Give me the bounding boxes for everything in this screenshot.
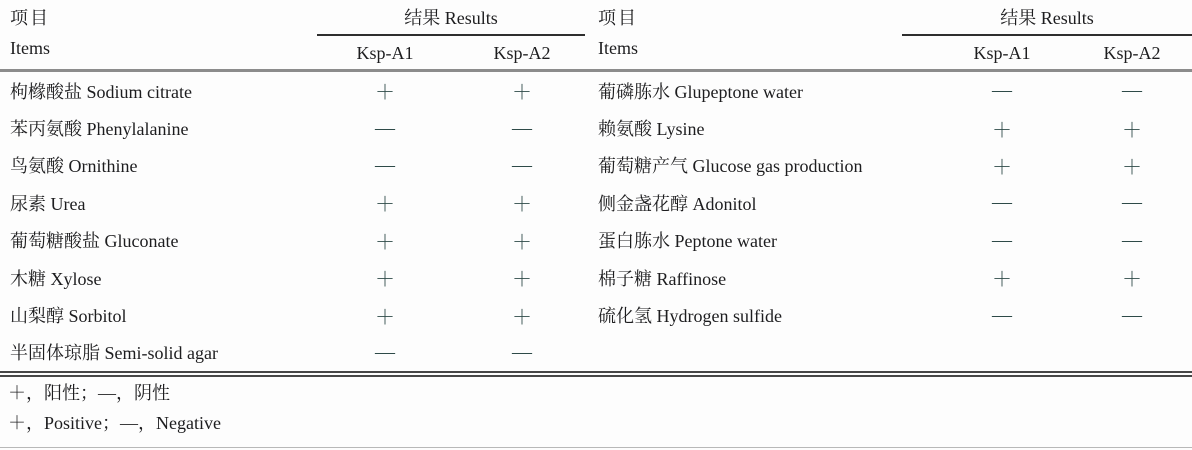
items-header-zh: 项目 (10, 8, 50, 28)
item-label: 鸟氨酸 Ornithine (10, 156, 138, 177)
table-bottom-rule (0, 371, 1192, 377)
result-ksp-a2: ＋ (1122, 156, 1142, 179)
item-label: 赖氨酸 Lysine (598, 119, 705, 140)
item-label: 木糖 Xylose (10, 268, 102, 289)
item-label: 蛋白胨水 Peptone water (598, 231, 777, 252)
page-bottom-rule (0, 447, 1192, 448)
column-header-ksp-a2: Ksp-A2 (1103, 43, 1161, 63)
column-header-ksp-a1: Ksp-A1 (973, 43, 1031, 63)
legend-line-en: ＋，Positive；—，Negative (8, 412, 221, 433)
result-ksp-a1: — (375, 153, 395, 176)
column-header-ksp-a2: Ksp-A2 (493, 43, 551, 63)
item-label: 尿素 Urea (10, 193, 86, 214)
result-ksp-a2: — (512, 116, 532, 139)
table-row (592, 296, 1192, 333)
table-row (592, 259, 1192, 296)
result-ksp-a1: ＋ (992, 156, 1012, 179)
table-row (592, 147, 1192, 184)
table-row (592, 222, 1192, 259)
item-label: 枸橼酸盐 Sodium citrate (10, 81, 192, 102)
result-ksp-a1: — (992, 191, 1012, 214)
table-row (0, 334, 592, 371)
table-right-half (592, 0, 1192, 450)
result-ksp-a1: ＋ (375, 194, 395, 217)
result-ksp-a2: ＋ (512, 231, 532, 254)
result-ksp-a2: ＋ (512, 194, 532, 217)
result-ksp-a1: ＋ (375, 82, 395, 105)
legend-line-zh: ＋，阳性；—，阴性 (8, 383, 170, 403)
table-row (0, 72, 592, 109)
items-header-en: Items (10, 38, 50, 58)
results-header: 结果 Results (902, 2, 1192, 36)
result-ksp-a2: — (1122, 191, 1142, 214)
table-row (0, 147, 592, 184)
result-ksp-a1: — (375, 340, 395, 363)
result-ksp-a2: — (1122, 79, 1142, 102)
table-row (0, 184, 592, 221)
column-headers (0, 38, 592, 69)
table-row (592, 184, 1192, 221)
result-ksp-a2: — (1122, 228, 1142, 251)
result-ksp-a1: ＋ (992, 269, 1012, 292)
table-row (592, 72, 1192, 109)
result-ksp-a1: ＋ (375, 269, 395, 292)
result-ksp-a2: — (512, 153, 532, 176)
table-row (0, 259, 592, 296)
result-ksp-a1: — (992, 228, 1012, 251)
items-header-zh: 项目 (598, 8, 638, 28)
result-ksp-a1: ＋ (992, 119, 1012, 142)
item-label: 侧金盏花醇 Adonitol (598, 193, 757, 214)
item-label: 棉子糖 Raffinose (598, 268, 727, 289)
legend (8, 379, 221, 438)
result-ksp-a2: — (512, 340, 532, 363)
result-ksp-a2: ＋ (512, 306, 532, 329)
item-label: 硫化氢 Hydrogen sulfide (598, 306, 782, 327)
result-ksp-a2: ＋ (1122, 269, 1142, 292)
table-body (592, 72, 1192, 334)
item-label: 山梨醇 Sorbitol (10, 306, 127, 327)
result-ksp-a2: ＋ (512, 82, 532, 105)
item-label: 葡磷胨水 Glupeptone water (598, 81, 803, 102)
table-row (0, 222, 592, 259)
result-ksp-a1: ＋ (375, 231, 395, 254)
result-ksp-a2: ＋ (1122, 119, 1142, 142)
table-row (0, 296, 592, 333)
item-label: 葡萄糖酸盐 Gluconate (10, 231, 179, 252)
table-row (0, 109, 592, 146)
result-ksp-a1: — (375, 116, 395, 139)
results-header: 结果 Results (317, 2, 585, 36)
item-label: 半固体琼脂 Semi-solid agar (10, 343, 218, 364)
table-body (0, 72, 592, 371)
column-headers (592, 38, 1192, 69)
result-ksp-a2: — (1122, 303, 1142, 326)
result-ksp-a2: ＋ (512, 269, 532, 292)
header-divider-rule (0, 69, 1192, 72)
result-ksp-a1: — (992, 79, 1012, 102)
result-ksp-a1: — (992, 303, 1012, 326)
item-label: 苯丙氨酸 Phenylalanine (10, 119, 189, 140)
table-row (592, 109, 1192, 146)
item-label: 葡萄糖产气 Glucose gas production (598, 156, 863, 177)
result-ksp-a1: ＋ (375, 306, 395, 329)
items-header-en: Items (598, 38, 638, 58)
column-header-ksp-a1: Ksp-A1 (356, 43, 414, 63)
